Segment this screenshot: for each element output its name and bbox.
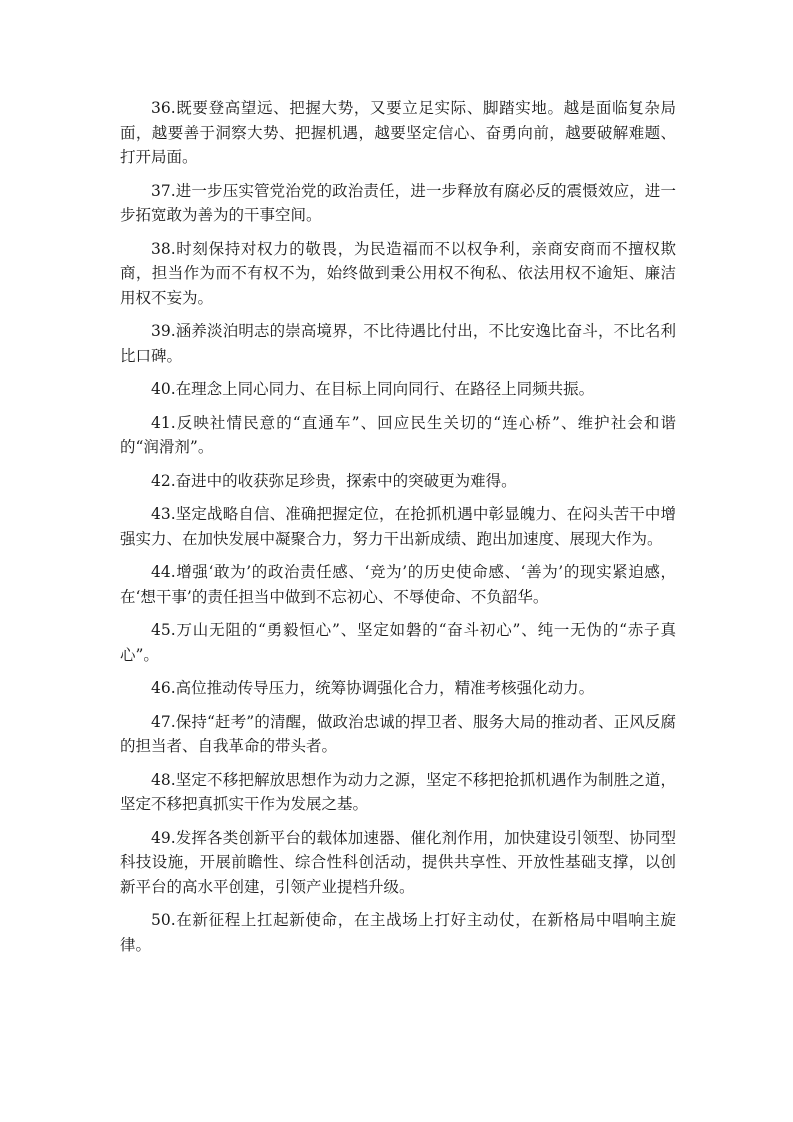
- paragraph-37: 37.进一步压实管党治党的政治责任，进一步释放有腐必反的震慑效应，进一步拓宽敢为善为的干事空间。: [120, 181, 676, 224]
- paragraph-48: 48.坚定不移把解放思想作为动力之源，坚定不移把抢抓机遇作为制胜之道，坚定不移把真抓实干作为发展之基。: [120, 770, 676, 813]
- paragraph-47: 47.保持“赶考”的清醒，做政治忠诚的捍卫者、服务大局的推动者、正风反腐的担当者、自我革命的带头者。: [120, 712, 676, 755]
- paragraph-39: 39.涵养淡泊明志的崇高境界，不比待遇比付出，不比安逸比奋斗，不比名利比口碑。: [120, 322, 676, 365]
- paragraph-46: 46.高位推动传导压力，统筹协调强化合力，精准考核强化动力。: [151, 679, 595, 697]
- paragraph-36: 36.既要登高望远、把握大势，又要立足实际、脚踏实地。越是面临复杂局面，越要善于洞察大势、把握机遇，越要坚定信心、奋勇向前，越要破解难题、打开局面。: [120, 99, 676, 166]
- paragraph-42: 42.奋进中的收获弥足珍贵，探索中的突破更为难得。: [151, 471, 517, 490]
- paragraph-40: 40.在理念上同心同力、在目标上同向同行、在路径上同频共振。: [151, 380, 595, 398]
- paragraph-50: 50.在新征程上扛起新使命，在主战场上打好主动仗，在新格局中唱响主旋律。: [120, 911, 676, 954]
- paragraph-44: 44.增强‘敢为’的政治责任感、‘竞为’的历史使命感、‘善为’的现实紧迫感，在‘想干事’的责任担当中做到不忘初心、不辱使命、不负韶华。: [120, 563, 676, 606]
- paragraph-45: 45.万山无阻的“勇毅恒心”、坚定如磐的“奋斗初心”、纯一无伪的“赤子真心”。: [120, 621, 676, 664]
- paragraph-38: 38.时刻保持对权力的敬畏，为民造福而不以权争利，亲商安商而不擅权欺商，担当作为而不有权不为，始终做到秉公用权不徇私、依法用权不逾矩、廉洁用权不妄为。: [120, 239, 676, 307]
- paragraph-41: 41.反映社情民意的“直通车”、回应民生关切的“连心桥”、维护社会和谐的“润滑剂”。: [120, 413, 676, 456]
- paragraph-43: 43.坚定战略自信、准确把握定位，在抢抓机遇中彰显魄力、在闷头苦干中增强实力、在加快发展中凝聚合力，努力干出新成绩、跑出加速度、展现大作为。: [120, 505, 676, 548]
- document-page: [120, 96, 676, 966]
- paragraph-49: 49.发挥各类创新平台的载体加速器、催化剂作用，加快建设引领型、协同型科技设施，开展前瞻性、综合性科创活动，提供共享性、开放性基础支撑，以创新平台的高水平创建，引领产业提档升级。: [120, 828, 676, 896]
